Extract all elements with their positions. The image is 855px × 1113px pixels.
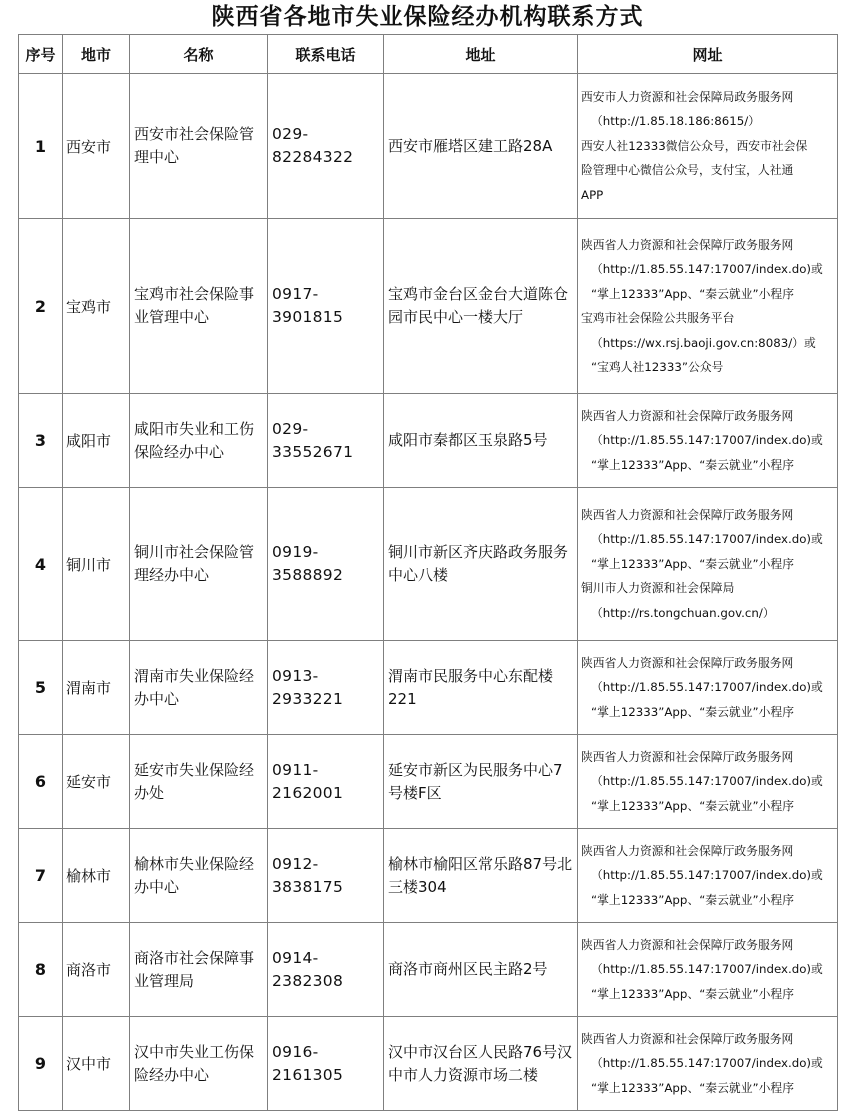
website-line: “掌上12333”App、“秦云就业”小程序	[591, 798, 794, 813]
row-phone: 0911-2162001	[268, 735, 384, 829]
row-website	[578, 488, 838, 641]
website-line: 陕西省人力资源和社会保障厅政务服务网	[581, 749, 794, 764]
row-address: 西安市雁塔区建工路28A	[384, 74, 578, 219]
website-line: “掌上12333”App、“秦云就业”小程序	[591, 986, 794, 1001]
row-phone: 0913-2933221	[268, 641, 384, 735]
row-website	[578, 923, 838, 1017]
row-seq: 4	[19, 488, 63, 641]
website-line: “掌上12333”App、“秦云就业”小程序	[591, 457, 794, 472]
row-city: 渭南市	[63, 641, 130, 735]
row-phone: 0914-2382308	[268, 923, 384, 1017]
row-city: 宝鸡市	[63, 219, 130, 394]
website-line: （http://1.85.55.147:17007/index.do)或	[591, 532, 823, 547]
row-address: 宝鸡市金台区金台大道陈仓园市民中心一楼大厅	[384, 219, 578, 394]
row-website	[578, 74, 838, 219]
page-title: 陕西省各地市失业保险经办机构联系方式	[211, 4, 644, 30]
row-website	[578, 1017, 838, 1111]
website-line: “掌上12333”App、“秦云就业”小程序	[591, 892, 794, 907]
table-row	[19, 74, 838, 219]
website-line: （http://1.85.18.186:8615/）	[591, 114, 760, 129]
row-city: 咸阳市	[63, 394, 130, 488]
row-website	[578, 219, 838, 394]
website-line: 陕西省人力资源和社会保障厅政务服务网	[581, 507, 794, 522]
row-website	[578, 735, 838, 829]
row-city: 铜川市	[63, 488, 130, 641]
header-website: 网址	[578, 35, 838, 74]
website-line: 西安人社12333微信公众号，西安市社会保	[581, 138, 808, 153]
website-line: “掌上12333”App、“秦云就业”小程序	[591, 1080, 794, 1095]
row-city: 汉中市	[63, 1017, 130, 1111]
row-address: 榆林市榆阳区常乐路87号北三楼304	[384, 829, 578, 923]
row-website	[578, 641, 838, 735]
row-agency-name: 榆林市失业保险经办中心	[130, 829, 268, 923]
row-website	[578, 829, 838, 923]
table-row	[19, 1017, 838, 1111]
header-phone: 联系电话	[268, 35, 384, 74]
table-row	[19, 735, 838, 829]
row-city: 榆林市	[63, 829, 130, 923]
row-phone: 0912-3838175	[268, 829, 384, 923]
website-line: 陕西省人力资源和社会保障厅政务服务网	[581, 1031, 794, 1046]
row-agency-name: 咸阳市失业和工伤保险经办中心	[130, 394, 268, 488]
website-line: 险管理中心微信公众号，支付宝，人社通	[581, 163, 794, 178]
website-line: （http://1.85.55.147:17007/index.do)或	[591, 774, 823, 789]
table-row	[19, 394, 838, 488]
website-line: （http://1.85.55.147:17007/index.do)或	[591, 262, 823, 276]
website-line: 陕西省人力资源和社会保障厅政务服务网	[581, 655, 794, 670]
row-agency-name: 宝鸡市社会保险事业管理中心	[130, 219, 268, 394]
row-agency-name: 汉中市失业工伤保险经办中心	[130, 1017, 268, 1111]
website-line: 西安市人力资源和社会保障局政务服务网	[581, 89, 794, 104]
row-agency-name: 渭南市失业保险经办中心	[130, 641, 268, 735]
row-seq: 7	[19, 829, 63, 923]
website-line: 陕西省人力资源和社会保障厅政务服务网	[581, 937, 794, 952]
website-line: 铜川市人力资源和社会保障局	[581, 581, 735, 596]
website-line: （http://1.85.55.147:17007/index.do)或	[591, 962, 823, 977]
row-agency-name: 商洛市社会保障事业管理局	[130, 923, 268, 1017]
row-agency-name: 西安市社会保险管理中心	[130, 74, 268, 219]
header-seq: 序号	[19, 35, 63, 74]
website-line: “掌上12333”App、“秦云就业”小程序	[591, 286, 794, 301]
website-line: （http://1.85.55.147:17007/index.do)或	[591, 868, 823, 883]
row-address: 汉中市汉台区人民路76号汉中市人力资源市场二楼	[384, 1017, 578, 1111]
row-phone: 0917-3901815	[268, 219, 384, 394]
row-seq: 3	[19, 394, 63, 488]
row-city: 西安市	[63, 74, 130, 219]
row-city: 商洛市	[63, 923, 130, 1017]
website-line: 宝鸡市社会保险公共服务平台	[581, 311, 735, 325]
website-line: （http://1.85.55.147:17007/index.do)或	[591, 1056, 823, 1071]
website-line: “掌上12333”App、“秦云就业”小程序	[591, 704, 794, 719]
header-row	[19, 35, 838, 74]
row-website	[578, 394, 838, 488]
row-agency-name: 铜川市社会保险管理经办中心	[130, 488, 268, 641]
row-city: 延安市	[63, 735, 130, 829]
table-row	[19, 923, 838, 1017]
table-row	[19, 219, 838, 394]
website-line: “掌上12333”App、“秦云就业”小程序	[591, 556, 794, 571]
row-seq: 2	[19, 219, 63, 394]
row-phone: 029-33552671	[268, 394, 384, 488]
row-seq: 8	[19, 923, 63, 1017]
website-line: “宝鸡人社12333”公众号	[591, 360, 724, 374]
row-address: 渭南市民服务中心东配楼221	[384, 641, 578, 735]
website-line: APP	[581, 187, 604, 202]
row-seq: 6	[19, 735, 63, 829]
website-line: 陕西省人力资源和社会保障厅政务服务网	[581, 237, 794, 252]
header-address: 地址	[384, 35, 578, 74]
table-row	[19, 641, 838, 735]
row-address: 延安市新区为民服务中心7号楼F区	[384, 735, 578, 829]
website-line: （http://1.85.55.147:17007/index.do)或	[591, 433, 823, 448]
website-line: （https://wx.rsj.baoji.gov.cn:8083/）或	[591, 335, 816, 350]
row-address: 咸阳市秦都区玉泉路5号	[384, 394, 578, 488]
row-phone: 0916-2161305	[268, 1017, 384, 1111]
row-seq: 1	[19, 74, 63, 219]
header-city: 地市	[63, 35, 130, 74]
website-line: （http://1.85.55.147:17007/index.do)或	[591, 680, 823, 695]
website-line: 陕西省人力资源和社会保障厅政务服务网	[581, 843, 794, 858]
row-seq: 5	[19, 641, 63, 735]
row-seq: 9	[19, 1017, 63, 1111]
table-row	[19, 829, 838, 923]
table-row	[19, 488, 838, 641]
row-address: 商洛市商州区民主路2号	[384, 923, 578, 1017]
header-name: 名称	[130, 35, 268, 74]
contact-table	[18, 34, 838, 1111]
website-line: 陕西省人力资源和社会保障厅政务服务网	[581, 408, 794, 423]
website-line: （http://rs.tongchuan.gov.cn/）	[591, 605, 775, 620]
row-phone: 0919-3588892	[268, 488, 384, 641]
row-phone: 029-82284322	[268, 74, 384, 219]
row-address: 铜川市新区齐庆路政务服务中心八楼	[384, 488, 578, 641]
row-agency-name: 延安市失业保险经办处	[130, 735, 268, 829]
